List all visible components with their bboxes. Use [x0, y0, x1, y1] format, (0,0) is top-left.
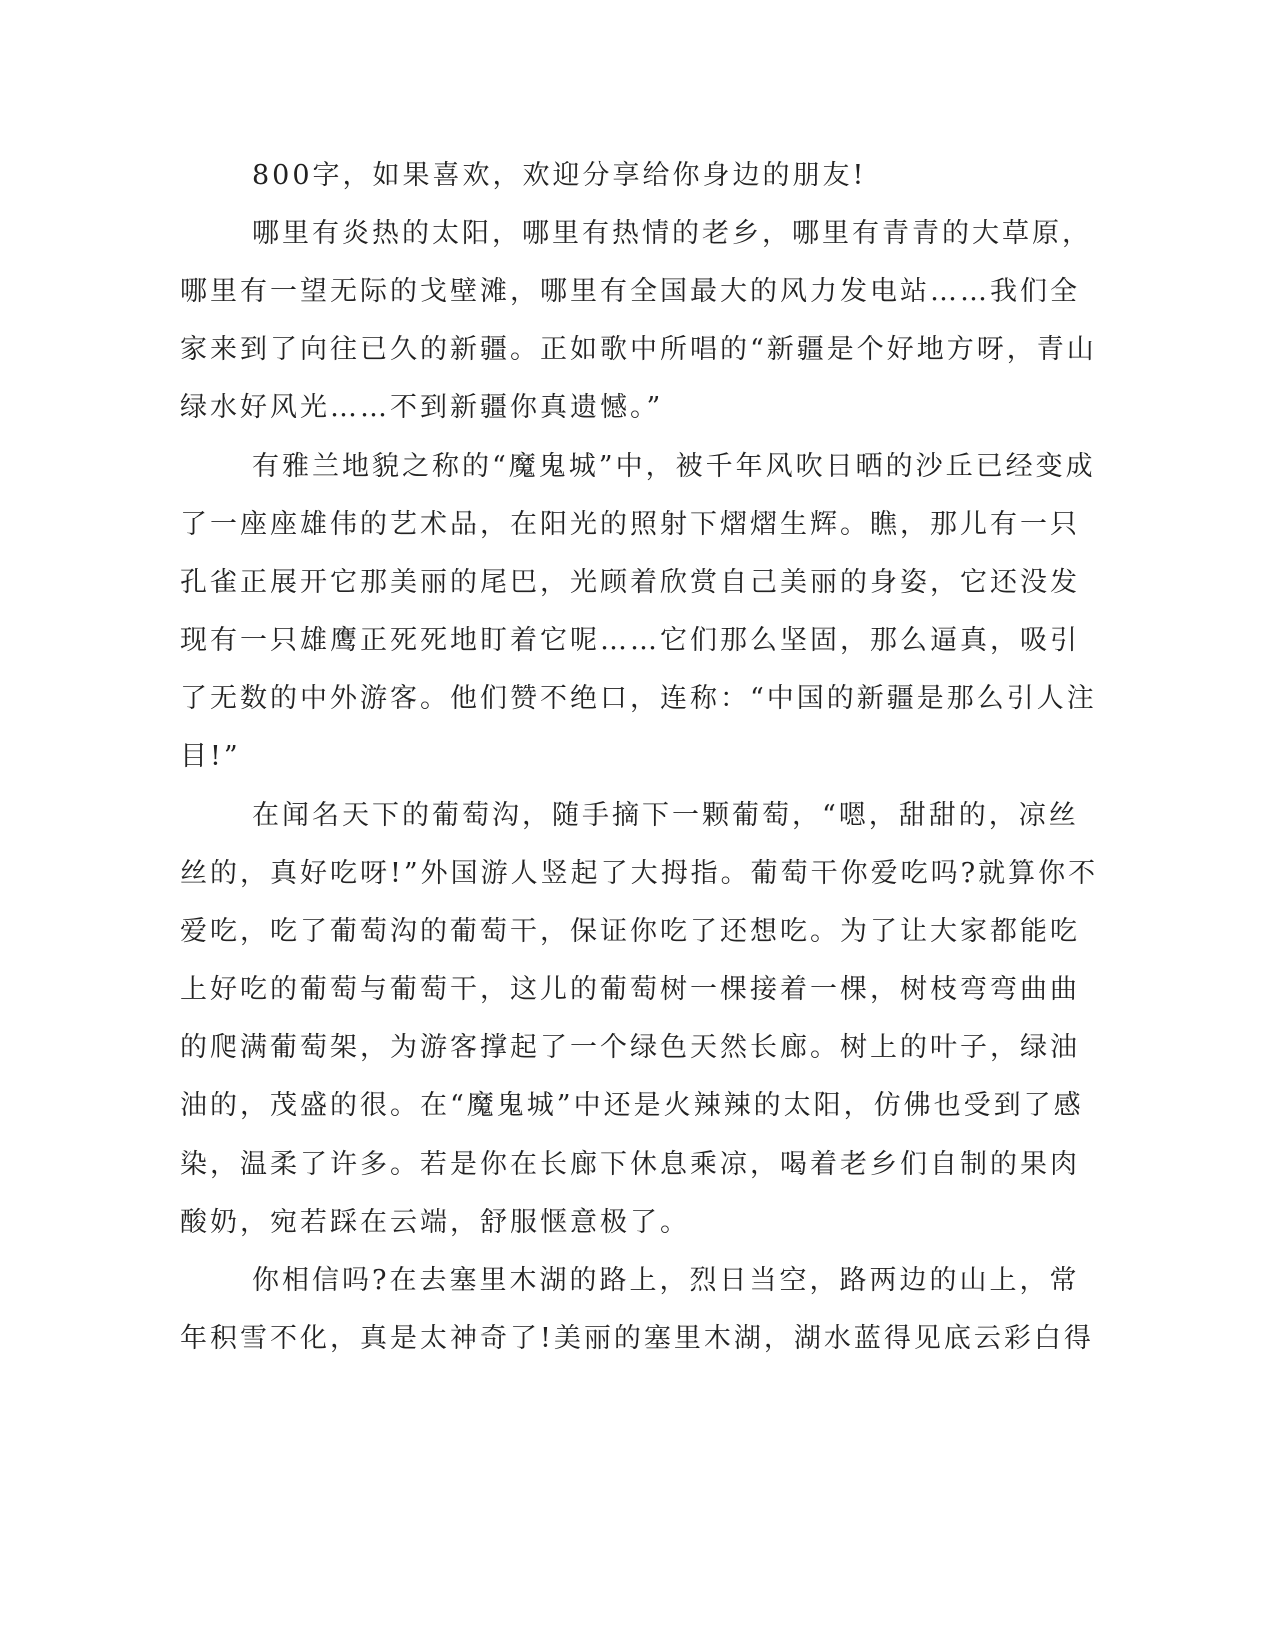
text-line: 家来到了向往已久的新疆。正如歌中所唱的“新疆是个好地方呀，青山 — [180, 334, 1097, 365]
text-line: 800字，如果喜欢，欢迎分享给你身边的朋友! — [252, 160, 867, 191]
text-line: 哪里有一望无际的戈壁滩，哪里有全国最大的风力发电站……我们全 — [180, 276, 1080, 307]
text-line: 了无数的中外游客。他们赞不绝口，连称：“中国的新疆是那么引人注 — [180, 683, 1097, 714]
text-line: 油的，茂盛的很。在“魔鬼城”中还是火辣辣的太阳，仿佛也受到了感 — [180, 1090, 1084, 1121]
text-line: 绿水好风光……不到新疆你真遗憾。” — [180, 392, 664, 423]
text-line: 了一座座雄伟的艺术品，在阳光的照射下熠熠生辉。瞧，那儿有一只 — [180, 509, 1080, 540]
text-line: 有雅兰地貌之称的“魔鬼城”中，被千年风吹日晒的沙丘已经变成 — [252, 451, 1096, 482]
text-line: 年积雪不化，真是太神奇了!美丽的塞里木湖，湖水蓝得见底云彩白得 — [180, 1323, 1094, 1354]
text-line: 在闻名天下的葡萄沟，随手摘下一颗葡萄，“嗯，甜甜的，凉丝 — [252, 800, 1079, 831]
text-line: 的爬满葡萄架，为游客撑起了一个绿色天然长廊。树上的叶子，绿油 — [180, 1032, 1080, 1063]
text-line: 染，温柔了许多。若是你在长廊下休息乘凉，喝着老乡们自制的果肉 — [180, 1149, 1080, 1180]
text-line: 爱吃，吃了葡萄沟的葡萄干，保证你吃了还想吃。为了让大家都能吃 — [180, 916, 1080, 947]
text-line: 目!” — [180, 741, 241, 772]
text-line: 上好吃的葡萄与葡萄干，这儿的葡萄树一棵接着一棵，树枝弯弯曲曲 — [180, 974, 1080, 1005]
text-line: 酸奶，宛若踩在云端，舒服惬意极了。 — [180, 1207, 690, 1238]
text-line: 哪里有炎热的太阳，哪里有热情的老乡，哪里有青青的大草原， — [252, 218, 1092, 249]
text-line: 你相信吗?在去塞里木湖的路上，烈日当空，路两边的山上，常 — [252, 1265, 1080, 1296]
text-line: 孔雀正展开它那美丽的尾巴，光顾着欣赏自己美丽的身姿，它还没发 — [180, 567, 1080, 598]
text-line: 现有一只雄鹰正死死地盯着它呢……它们那么坚固，那么逼真，吸引 — [180, 625, 1080, 656]
text-line: 丝的，真好吃呀!”外国游人竖起了大拇指。葡萄干你爱吃吗?就算你不 — [180, 858, 1099, 889]
